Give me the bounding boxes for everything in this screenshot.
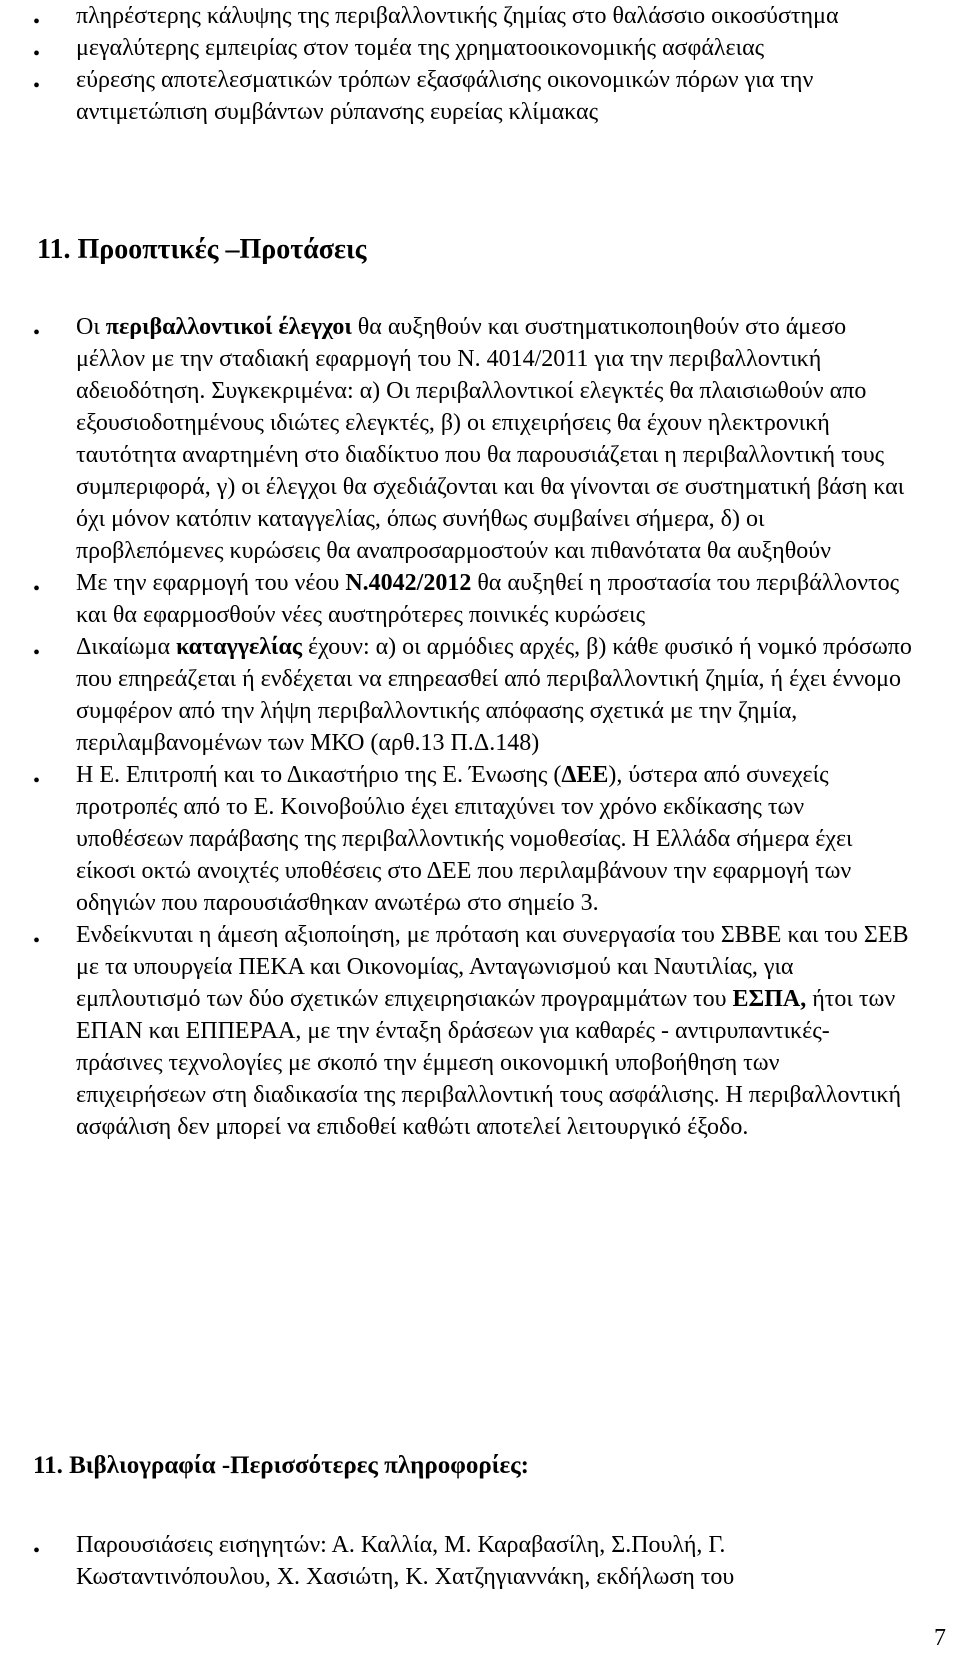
- list-item-text: Παρουσιάσεις εισηγητών: Α. Καλλία, Μ. Καραβασίλη, Σ.Πουλή, Γ. Κωσταντινόπουλου, Χ. Χασιώτη, Κ. Χατζηγιαννάκη, εκδήλωση του: [76, 1532, 735, 1590]
- bullet-icon: •: [33, 11, 41, 33]
- text-run: θα αυξηθούν και συστηματικοποιηθούν στο άμεσο μέλλον με την σταδιακή εφαρμογή του Ν. 4014/2011 για την περιβαλλοντική αδειοδότηση. Συγκεκριμένα: α) Οι περιβαλλοντικοί ελεγκτές θα πλαισιωθούν απο εξουσιοδοτημένους ιδιώτες ελεγκτές, β) οι επιχειρήσεις θα έχουν ηλεκτρονική ταυτότητα αναρτημένη στο διαδίκτυο που θα παρουσιάζεται η περιβαλλοντική τους συμπεριφορά, γ) οι έλεγχοι θα σχεδιάζονται και θα γίνονται σε συστηματική βάση και όχι μόνον κατόπιν καταγγελίας, όπως συνήθως συμβαίνει σήμερα, δ) οι προβλεπόμενες κυρώσεις θα αναπροσαρμοστούν και πιθανότατα θα αυξηθούν: [76, 314, 905, 564]
- intro-bullet-list: [0, 0, 960, 128]
- list-item-text: εύρεσης αποτελεσματικών τρόπων εξασφάλισης οικονομικών πόρων για την αντιμετώπιση συμβάντων ρύπανσης ευρείας κλίμακας: [76, 67, 814, 125]
- list-item: [0, 0, 960, 32]
- bullet-icon: •: [33, 75, 41, 97]
- list-item: [0, 311, 960, 567]
- bullet-icon: •: [33, 642, 41, 664]
- text-run: Δικαίωμα: [76, 634, 177, 660]
- bullet-icon: •: [33, 770, 41, 792]
- text-run: ήτοι των ΕΠΑΝ και ΕΠΠΕΡΑΑ, με την ένταξη δράσεων για καθαρές - αντιρυπαντικές- πράσινες τεχνολογίες με σκοπό την έμμεση οικονομική υποβοήθηση των επιχειρήσεων στη διαδικασία της περιβαλλοντική τους ασφάλισης. Η περιβαλλοντική ασφάλιση δεν μπορεί να επιδοθεί καθώτι αποτελεί λειτουργικό έξοδο.: [76, 986, 902, 1140]
- text-run: Η Ε. Επιτροπή και το Δικαστήριο της Ε. Ένωσης (: [76, 762, 562, 788]
- list-item-text: [76, 311, 912, 567]
- list-item: [0, 919, 960, 1143]
- list-item-text: [76, 759, 912, 919]
- bullet-icon: •: [33, 1540, 41, 1562]
- bibliography-bullet-list-container: [0, 1529, 960, 1593]
- text-run: Οι: [76, 314, 106, 340]
- list-item-text: μεγαλύτερης εμπειρίας στον τομέα της χρηματοοικονομικής ασφάλειας: [76, 35, 765, 61]
- text-run: ), ύστερα από συνεχείς προτροπές από το Ε. Κοινοβούλιο έχει επιταχύνει τον χρόνο εκδίκασης των υποθέσεων παράβασης της περιβαλλοντικής νομοθεσίας. Η Ελλάδα σήμερα έχει είκοσι οκτώ ανοιχτές υποθέσεις στο ΔΕΕ που περιλαμβάνουν την εφαρμογή των οδηγιών που παρουσιάσθηκαν ανωτέρω στο σημείο 3.: [76, 762, 853, 916]
- bold-text-run: καταγγελίας: [176, 634, 302, 660]
- prospects-bullet-list-container: [0, 311, 960, 1143]
- page-number: 7: [934, 1625, 946, 1651]
- list-item: [0, 631, 960, 759]
- list-item-text: πληρέστερης κάλυψης της περιβαλλοντικής ζημίας στο θαλάσσιο οικοσύστημα: [76, 3, 839, 29]
- list-item-text: [76, 631, 912, 759]
- bullet-icon: •: [33, 43, 41, 65]
- text-run: Με την εφαρμογή του νέου: [76, 570, 346, 596]
- list-item-text: [76, 919, 912, 1143]
- list-item: [0, 32, 960, 64]
- bullet-icon: •: [33, 578, 41, 600]
- list-item: [0, 1529, 960, 1593]
- bold-text-run: Ν.4042/2012: [345, 570, 472, 596]
- prospects-bullet-list: [0, 311, 960, 1143]
- bibliography-bullet-list: [0, 1529, 960, 1593]
- bold-text-run: ΕΣΠΑ,: [732, 986, 807, 1012]
- list-item-text: [76, 567, 912, 631]
- text-run: έχουν: α) οι αρμόδιες αρχές, β) κάθε φυσικό ή νομκό πρόσωπο που επηρεάζεται ή ενδέχεται να επηρεασθεί από περιβαλλοντική ζημία, ή έχει έννομο συμφέρον από την λήψη περιβαλλοντικής απόφασης σχετικά με την ζημία, περιλαμβανομένων των ΜΚΟ (αρθ.13 Π.Δ.148): [76, 634, 912, 756]
- text-run: Ενδείκνυται η άμεση αξιοποίηση, με πρόταση και συνεργασία του ΣΒΒΕ και του ΣΕΒ με τα υπουργεία ΠΕΚΑ και Οικονομίας, Ανταγωνισμού και Ναυτιλίας, για εμπλουτισμό των δύο σχετικών επιχειρησιακών προγραμμάτων του: [76, 922, 909, 1012]
- text-run: θα αυξηθεί η προστασία του περιβάλλοντος και θα εφαρμοσθούν νέες αυστηρότερες ποινικές κυρώσεις: [76, 570, 900, 628]
- intro-bullet-list-container: [0, 0, 960, 128]
- bold-text-run: ΔΕΕ: [561, 762, 609, 788]
- section-heading-prospects: 11. Προοπτικές –Προτάσεις: [37, 234, 367, 265]
- bullet-icon: •: [33, 322, 41, 344]
- bullet-icon: •: [33, 930, 41, 952]
- list-item: [0, 567, 960, 631]
- list-item: [0, 64, 960, 128]
- list-item: [0, 759, 960, 919]
- bold-text-run: περιβαλλοντικοί έλεγχοι: [105, 314, 352, 340]
- section-heading-bibliography: 11. Βιβλιογραφία -Περισσότερες πληροφορίες:: [33, 1452, 530, 1479]
